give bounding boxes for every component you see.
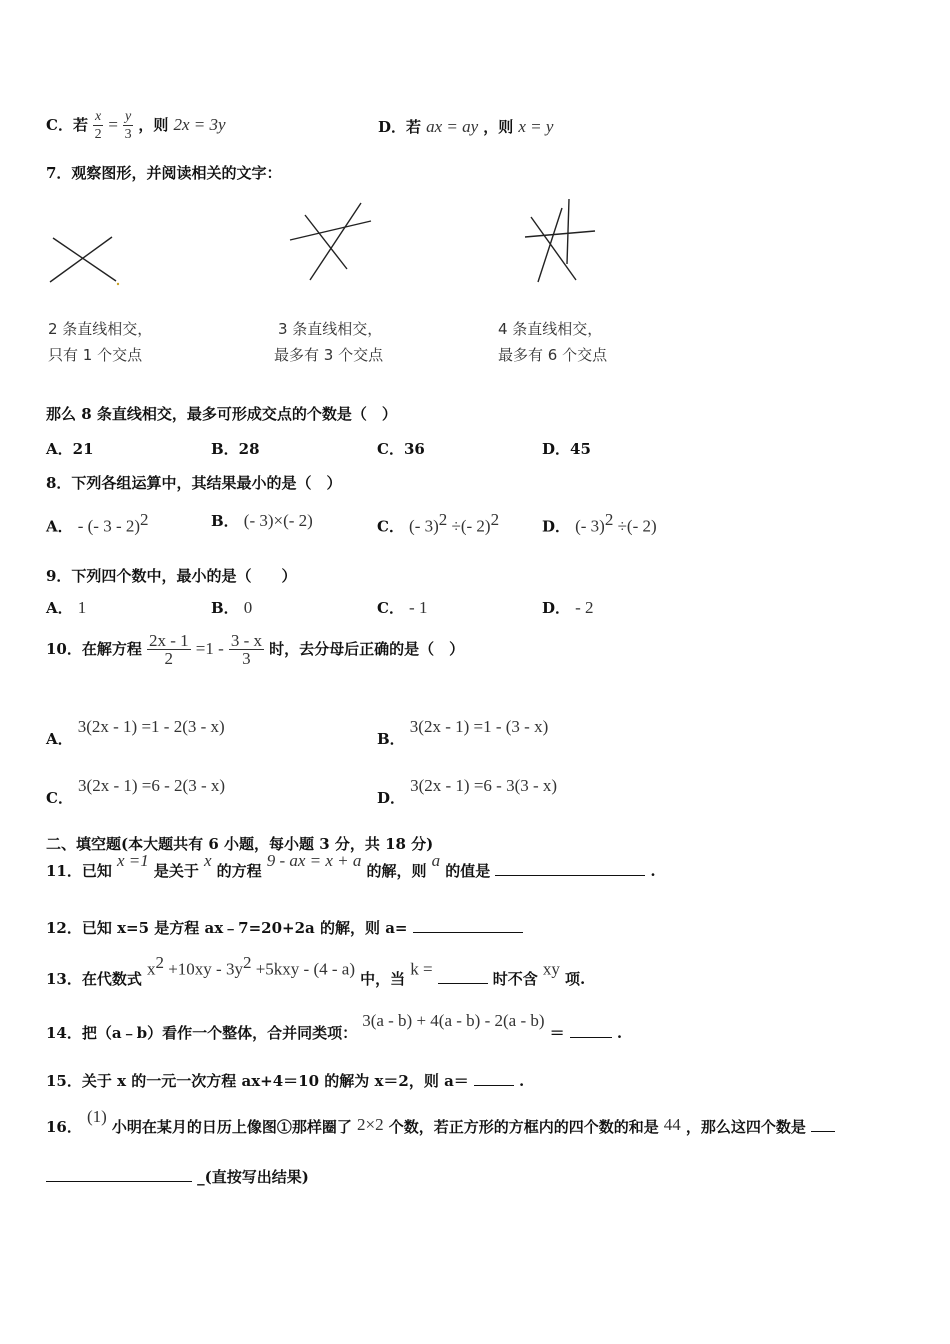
q9-value-d: - 2 <box>575 598 594 617</box>
q16-answer-blank-start[interactable] <box>811 1131 835 1132</box>
q10-frac-1-num: 2x - 1 <box>148 631 189 650</box>
q13 <box>46 953 586 989</box>
q7-caption-3-line1: 4 条直线相交， <box>498 320 603 338</box>
q13-expr3: +5kxy - (4 - a) <box>251 959 355 979</box>
q13-expr2: +10xy - 3y <box>163 959 243 979</box>
q8-expr-a-sup: 2 <box>140 510 149 529</box>
q6-option-c-result: 2x = 3y <box>173 115 226 134</box>
q15 <box>46 1070 524 1091</box>
q14-end: . <box>616 1024 623 1042</box>
q7-caption-1 <box>48 316 152 368</box>
q10-stem <box>46 632 464 667</box>
q16-p3: 个数，若正方形的方框内的四个数的和是 <box>388 1118 659 1136</box>
q9-label-a: A． <box>46 599 73 617</box>
line-2 <box>538 208 562 282</box>
q7-question: 那么 8 条直线相交，最多可形成交点的个数是（ ） <box>46 405 397 423</box>
q10-option-c <box>46 775 226 807</box>
q11-p5: 的值是 <box>445 862 491 880</box>
q16-m3: 44 <box>663 1115 681 1134</box>
q10-frac-2 <box>229 632 264 667</box>
q8-expr-d-sup1: 2 <box>604 510 614 529</box>
q6-frac-den2: 3 <box>124 127 132 142</box>
line-1 <box>525 231 595 237</box>
q7-option-b: B．28 <box>211 440 260 458</box>
q10-expr-b: 3(2x - 1) =1 - (3 - x) <box>409 717 549 736</box>
q8-option-d <box>542 510 657 536</box>
q16-tail: _(直按写出结果) <box>197 1168 309 1186</box>
q9-value-b: 0 <box>243 598 253 617</box>
q7-figure-three-lines <box>280 195 380 295</box>
q10-label-b: B． <box>377 730 405 748</box>
q6-option-c-label: C．若 <box>46 116 88 134</box>
q13-p3: 时不含 <box>492 970 538 989</box>
q13-sup1: 2 <box>155 953 164 972</box>
q14-p2: ＝ <box>549 1024 565 1042</box>
q11 <box>46 851 656 881</box>
line-3 <box>567 199 569 264</box>
q6-option-d-expr: ax = ay <box>426 117 479 136</box>
q11-m2: x <box>203 851 212 870</box>
q8-option-a <box>46 510 149 536</box>
q16-p2: 小明在某月的日历上像图①那样圈了 <box>111 1118 352 1136</box>
q10-expr-a: 3(2x - 1) =1 - 2(3 - x) <box>77 717 225 736</box>
q6-option-d-then: ，则 <box>483 118 514 136</box>
q13-m2: xy <box>542 959 560 979</box>
q11-answer-blank[interactable] <box>495 875 645 876</box>
q9-label-c: C． <box>377 599 404 617</box>
q11-m1: x =1 <box>116 851 149 870</box>
q14-expr: 3(a - b) + 4(a - b) - 2(a - b) <box>362 1011 545 1030</box>
q11-p1: 11．已知 <box>46 862 112 880</box>
q14 <box>46 1010 623 1042</box>
q16-line-2 <box>46 1166 309 1187</box>
q16-p1: 16． <box>46 1118 82 1136</box>
q8-expr-d1: (- 3) <box>575 516 605 536</box>
line-1 <box>290 221 371 240</box>
q9-option-b <box>211 597 252 618</box>
section-2-title: 二、填空题(本大题共有 6 小题，每小题 3 分，共 18 分) <box>46 835 434 853</box>
q9-label-d: D． <box>542 599 571 617</box>
q13-answer-blank[interactable] <box>438 983 488 984</box>
q8-label-d: D． <box>542 517 571 536</box>
line-4 <box>531 217 576 280</box>
q10-label-c: C． <box>46 789 73 807</box>
q10-expr-c: 3(2x - 1) =6 - 2(3 - x) <box>78 776 226 795</box>
line-3 <box>305 215 347 269</box>
q7-stem: 7．观察图形，并阅读相关的文字： <box>46 164 282 182</box>
q10-option-b <box>377 716 549 748</box>
q6-option-c-then: ，则 <box>138 116 169 134</box>
q6-frac-den1: 2 <box>94 127 102 142</box>
q8-option-b <box>211 510 313 531</box>
q10-frac-1 <box>147 632 191 667</box>
q14-p1: 14．把（a﹣b）看作一个整体，合并同类项： <box>46 1024 358 1042</box>
q12-answer-blank[interactable] <box>413 932 523 933</box>
q7-caption-3 <box>498 316 607 368</box>
q15-text: 15．关于 x 的一元一次方程 ax+4＝10 的解为 x＝2，则 a＝ <box>46 1072 469 1090</box>
line-2 <box>50 237 112 282</box>
q9-option-a <box>46 597 86 618</box>
q6-option-d-label: D．若 <box>378 118 422 136</box>
q7-caption-2-line2: 最多有 3 个交点 <box>274 346 384 364</box>
q10-stem-pre: 10．在解方程 <box>46 640 142 658</box>
q11-p2: 是关于 <box>153 862 199 880</box>
q8-stem: 8．下列各组运算中，其结果最小的是（ ） <box>46 474 342 492</box>
q10-frac-2-den: 3 <box>242 649 251 668</box>
q7-figure-two-lines <box>40 190 150 300</box>
q8-expr-a: - (- 3 - 2) <box>77 516 141 536</box>
q10-option-d <box>377 775 558 807</box>
q13-p1: 13．在代数式 <box>46 970 142 989</box>
q15-answer-blank[interactable] <box>474 1085 514 1086</box>
q6-frac-x2 <box>93 108 103 143</box>
q10-frac-1-den: 2 <box>164 649 174 668</box>
q11-p3: 的方程 <box>216 862 262 880</box>
dot <box>117 283 119 285</box>
q6-option-c <box>46 108 226 143</box>
q16-m1: (1) <box>86 1107 107 1126</box>
q9-option-d <box>542 597 594 618</box>
q8-expr-c-sup2: 2 <box>490 510 500 529</box>
line-2 <box>310 203 361 280</box>
q8-option-c <box>377 510 499 536</box>
q10-frac-2-num: 3 - x <box>230 631 262 650</box>
q7-caption-1-line1: 2 条直线相交， <box>48 320 153 338</box>
q9-option-c <box>377 597 427 618</box>
q13-expr: x <box>146 959 156 979</box>
q7-option-c: C．36 <box>377 440 425 458</box>
q7-caption-2-line1: 3 条直线相交， <box>278 320 383 338</box>
q9-label-b: B． <box>211 599 239 617</box>
q11-m3: 9 - ax = x + a <box>266 851 362 870</box>
q9-value-c: - 1 <box>409 598 428 617</box>
q13-p2: 中，当 <box>360 970 406 989</box>
q11-p4: 的解，则 <box>366 862 427 880</box>
q15-end: . <box>518 1072 525 1090</box>
q10-label-d: D． <box>377 789 406 807</box>
q16 <box>46 1106 835 1136</box>
q8-label-b: B． <box>211 512 239 530</box>
q7-option-d: D．45 <box>542 440 591 458</box>
q6-eq: = <box>108 115 118 134</box>
q10-expr-d: 3(2x - 1) =6 - 3(3 - x) <box>410 776 558 795</box>
q8-expr-c2: ÷(- 2) <box>447 516 491 536</box>
q6-option-d-result: x = y <box>518 117 554 136</box>
q8-expr-c1: (- 3) <box>409 516 439 536</box>
q10-option-a <box>46 716 225 748</box>
q6-frac-y3 <box>123 108 133 143</box>
q7-caption-1-line2: 只有 1 个交点 <box>48 346 143 364</box>
q8-label-c: C． <box>377 517 404 536</box>
q7-figure-four-lines <box>515 190 605 290</box>
q10-stem-post: 时，去分母后正确的是（ ） <box>269 640 465 658</box>
line-1 <box>53 238 116 281</box>
q8-expr-c-sup1: 2 <box>438 510 448 529</box>
q8-label-a: A． <box>46 517 73 536</box>
q10-label-a: A． <box>46 730 73 748</box>
q10-mid: =1 - <box>195 639 224 658</box>
q11-m4: a <box>431 851 441 870</box>
q16-answer-blank-end[interactable] <box>46 1181 192 1182</box>
q16-p4: ，那么这四个数是 <box>685 1118 806 1136</box>
q7-option-a: A．21 <box>46 440 94 458</box>
q7-caption-2 <box>274 316 383 368</box>
q14-answer-blank[interactable] <box>570 1037 612 1038</box>
q7-caption-3-line2: 最多有 6 个交点 <box>498 346 608 364</box>
q8-expr-b: (- 3)×(- 2) <box>243 511 313 530</box>
q13-p4: 项. <box>564 970 586 989</box>
q12-text: 12．已知 x=5 是方程 ax﹣7=20+2a 的解，则 a= <box>46 919 408 937</box>
q12 <box>46 917 523 938</box>
q6-frac-num1: x <box>95 109 102 124</box>
q8-expr-d2: ÷(- 2) <box>613 516 657 536</box>
q6-frac-num2: y <box>125 109 132 124</box>
q13-m1: k = <box>410 959 433 979</box>
q6-option-d <box>378 116 553 137</box>
q9-value-a: 1 <box>77 598 87 617</box>
q9-stem: 9．下列四个数中，最小的是（ ） <box>46 567 297 585</box>
q13-sup2: 2 <box>242 953 252 972</box>
q11-end: . <box>650 862 656 880</box>
q16-m2: 2×2 <box>357 1115 384 1134</box>
